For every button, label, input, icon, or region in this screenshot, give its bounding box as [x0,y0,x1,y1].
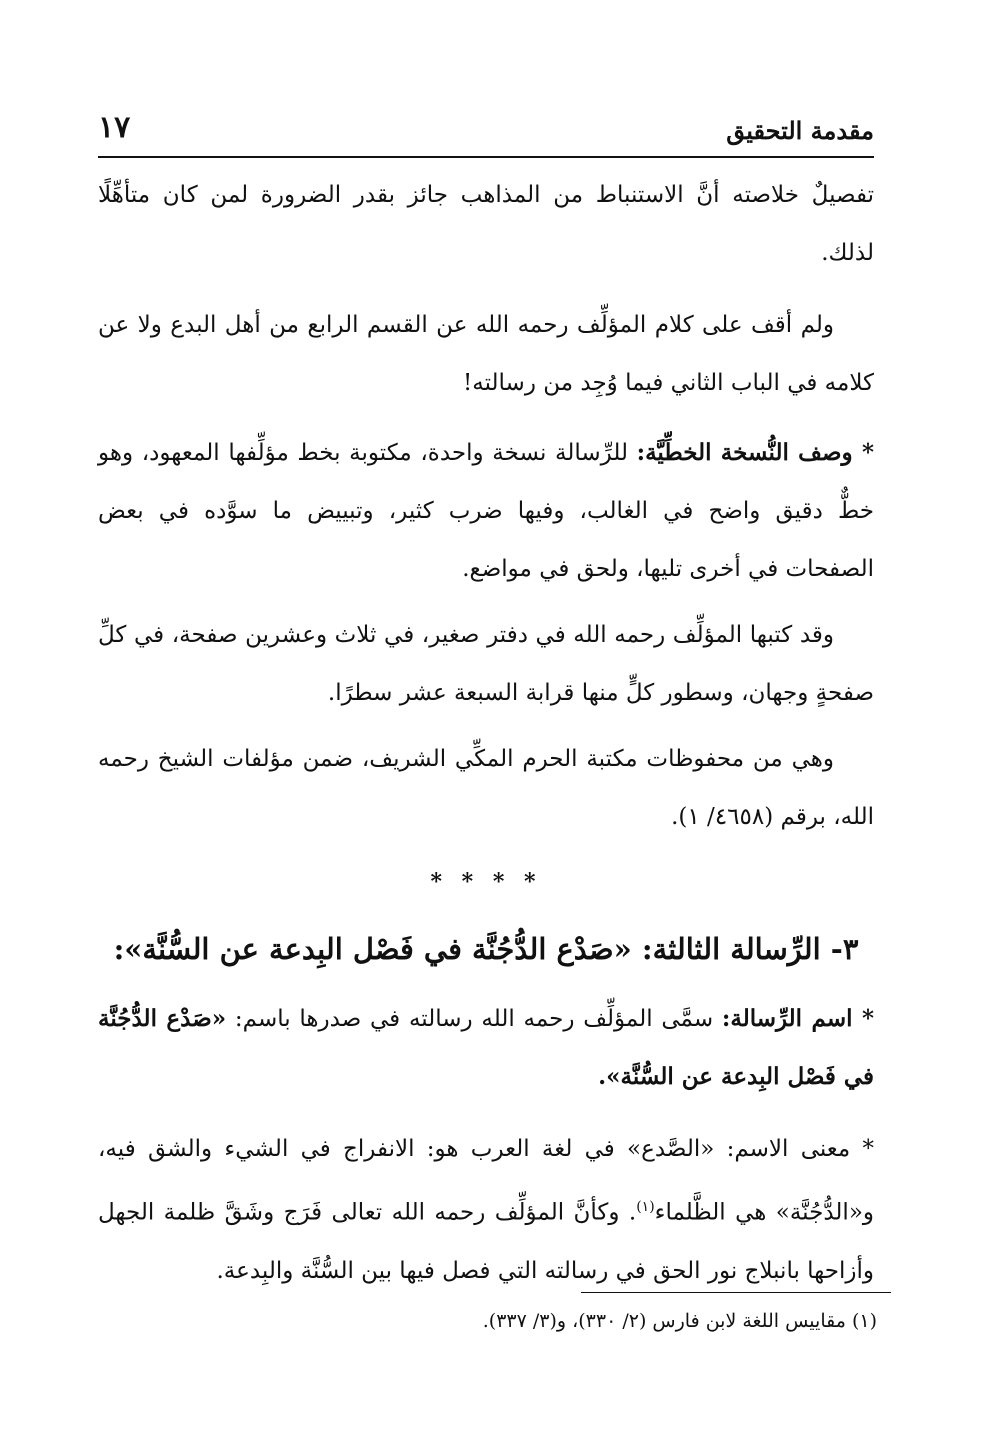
manuscript-description-text: للرِّسالة نسخة واحدة، مكتوبة بخط مؤلِّفها المعهود، وهو خطٌّ دقيق واضح في الغالب، وفيها ضرب كثير، وتبييض ما سوَّده في بعض الصفحات في أخرى تليها، ولحق في مواضع. [98,440,874,582]
paragraph-treatise-name [98,990,874,1106]
paragraph-2: ولم أقف على كلام المؤلِّف رحمه الله عن القسم الرابع من أهل البدع ولا عن كلامه في الباب الثاني فيما وُجِد من رسالته! [98,312,874,396]
treatise-name-text: سمَّى المؤلِّف رحمه الله رسالته في صدرها باسم: [226,1006,722,1032]
footnote-divider [581,1292,891,1293]
paragraph-1: تفصيلٌ خلاصته أنَّ الاستنباط من المذاهب جائز بقدر الضرورة لمن كان متأهِّلًا لذلك. [98,182,874,266]
page-body [98,110,874,1300]
paragraph-5: وهي من محفوظات مكتبة الحرم المكِّي الشريف، ضمن مؤلفات الشيخ رحمه الله، برقم (٤٦٥٨/ ١). [98,746,874,830]
treatise-title: «صَدْع الدُّجُنَّة في فَصْل البِدعة عن السُّنَّة». [98,1005,874,1090]
page-number: ١٧ [98,110,131,145]
treatise-name-label: * اسم الرِّسالة: [721,1005,874,1032]
name-meaning-text-b: . وكأنَّ المؤلِّف رحمه الله تعالى فَرَج وشَقَّ ظلمة الجهل وأزاحها بانبلاج نور الحق في رسالته التي فصل فيها بين السُّنَّة والبِدعة. [98,1199,874,1284]
paragraph-name-meaning [98,1120,874,1300]
section-heading: ٣- الرِّسالة الثالثة: «صَدْع الدُّجُنَّة في فَصْل البِدعة عن السُّنَّة»: [113,932,859,966]
manuscript-description-label: * وصف النُّسخة الخطِّيَّة: [636,439,874,466]
name-meaning-text-a: * معنى الاسم: «الصَّدع» في لغة العرب هو: الانفراج في الشيء والشق فيه، و«الدُّجُنَّة» هي الظَّلماء [98,1136,874,1226]
running-header [98,110,874,158]
footnote: (١) مقاييس اللغة لابن فارس (٢/ ٣٣٠)، و(٣/ ٣٣٧). [482,1310,877,1332]
footnote-reference: (١) [636,1199,655,1215]
paragraph-manuscript-description [98,424,874,598]
paragraph-4: وقد كتبها المؤلِّف رحمه الله في دفتر صغير، في ثلاث وعشرين صفحة، في كلِّ صفحةٍ وجهان، وسطور كلٍّ منها قرابة السبعة عشر سطرًا. [98,622,874,706]
header-title: مقدمة التحقيق [726,116,874,145]
section-separator: * * * * [430,869,542,895]
